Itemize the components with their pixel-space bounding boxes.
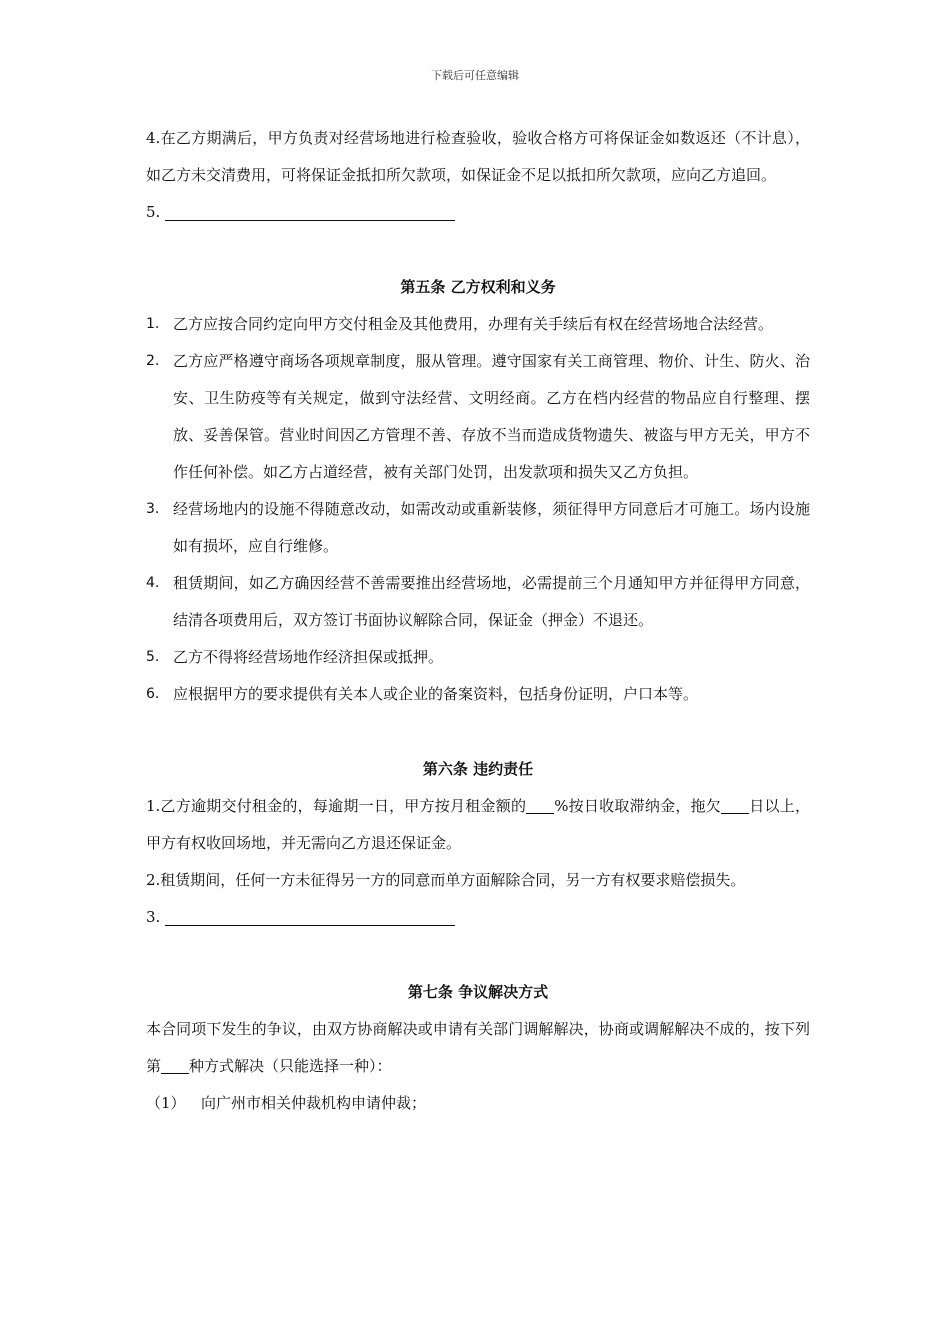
- section6-item1: [146, 788, 810, 862]
- section7-option: [146, 1085, 810, 1122]
- item-number: 4.: [146, 575, 160, 591]
- page-header: 下载后可任意编辑: [431, 69, 519, 82]
- document-body: [146, 120, 810, 1122]
- para-text-a: 本合同项下发生的争议，由双方协商解决或申请有关部门调解解决，协商或调解解决不成的，按下列第: [146, 1020, 810, 1075]
- section6-item2: 2.租赁期间，任何一方未征得另一方的同意而单方面解除合同，另一方有权要求赔偿损失。: [146, 871, 746, 889]
- item-text: 应根据甲方的要求提供有关本人或企业的备案资料，包括身份证明，户口本等。: [173, 685, 699, 703]
- item-text: 乙方不得将经营场地作经济担保或抵押。: [173, 648, 444, 666]
- section5-item: [146, 565, 810, 639]
- item1-text-b: %按日收取滞纳金，拖欠: [554, 797, 722, 815]
- section4-item5: [146, 194, 810, 231]
- fill-in-blank[interactable]: [165, 905, 455, 926]
- section6-item3: [146, 899, 810, 936]
- percent-blank[interactable]: [526, 795, 554, 814]
- method-blank[interactable]: [161, 1055, 189, 1074]
- section5-item: [146, 676, 810, 713]
- item-number: 6.: [146, 686, 160, 702]
- section7-title: 第七条 争议解决方式: [407, 983, 549, 1001]
- option-text: 向广州市相关仲裁机构申请仲裁；: [201, 1094, 427, 1112]
- item1-text-a: 1.乙方逾期交付租金的，每逾期一日，甲方按月租金额的: [146, 797, 527, 815]
- item5-number: 5.: [146, 203, 161, 221]
- item-text: 租赁期间，如乙方确因经营不善需要推出经营场地，必需提前三个月通知甲方并征得甲方同意，结清各项费用后，双方签订书面协议解除合同，保证金（押金）不退还。: [173, 574, 810, 629]
- section5-title: 第五条 乙方权利和义务: [400, 278, 556, 296]
- item-text: 乙方应严格遵守商场各项规章制度，服从管理。遵守国家有关工商管理、物价、计生、防火、治安、卫生防疫等有关规定，做到守法经营、文明经商。乙方在档内经营的物品应自行整理、摆放、妥善保管。营业时间因乙方管理不善、存放不当而造成货物遗失、被盗与甲方无关，甲方不作任何补偿。如乙方占道经营，被有关部门处罚，出发款项和损失又乙方负担。: [173, 352, 810, 481]
- item-number: 3.: [146, 501, 160, 517]
- item-number: 1.: [146, 316, 160, 332]
- item-text: 乙方应按合同约定向甲方交付租金及其他费用，办理有关手续后有权在经营场地合法经营。: [173, 315, 774, 333]
- fill-in-blank[interactable]: [165, 200, 455, 221]
- section5-item: [146, 306, 810, 343]
- days-blank[interactable]: [721, 795, 749, 814]
- section7-paragraph: [146, 1011, 810, 1085]
- item1-text-c: 日以上，甲方有权收回场地，并无需向乙方退还保证金。: [146, 797, 810, 852]
- section5-item: [146, 343, 810, 491]
- section5-item: [146, 491, 810, 565]
- section5-item: [146, 639, 810, 676]
- para-text-b: 种方式解决（只能选择一种）：: [189, 1057, 392, 1075]
- item-number: 5.: [146, 649, 160, 665]
- item-number: 2.: [146, 353, 160, 369]
- option-number: （1）: [146, 1094, 186, 1112]
- item3-number: 3.: [146, 908, 161, 926]
- section4-item4: 4.在乙方期满后，甲方负责对经营场地进行检查验收，验收合格方可将保证金如数返还（不计息），如乙方未交清费用，可将保证金抵扣所欠款项，如保证金不足以抵扣所欠款项，应向乙方追回。: [146, 129, 810, 184]
- item-text: 经营场地内的设施不得随意改动，如需改动或重新装修，须征得甲方同意后才可施工。场内设施如有损坏，应自行维修。: [173, 500, 810, 555]
- section6-title: 第六条 违约责任: [422, 760, 534, 778]
